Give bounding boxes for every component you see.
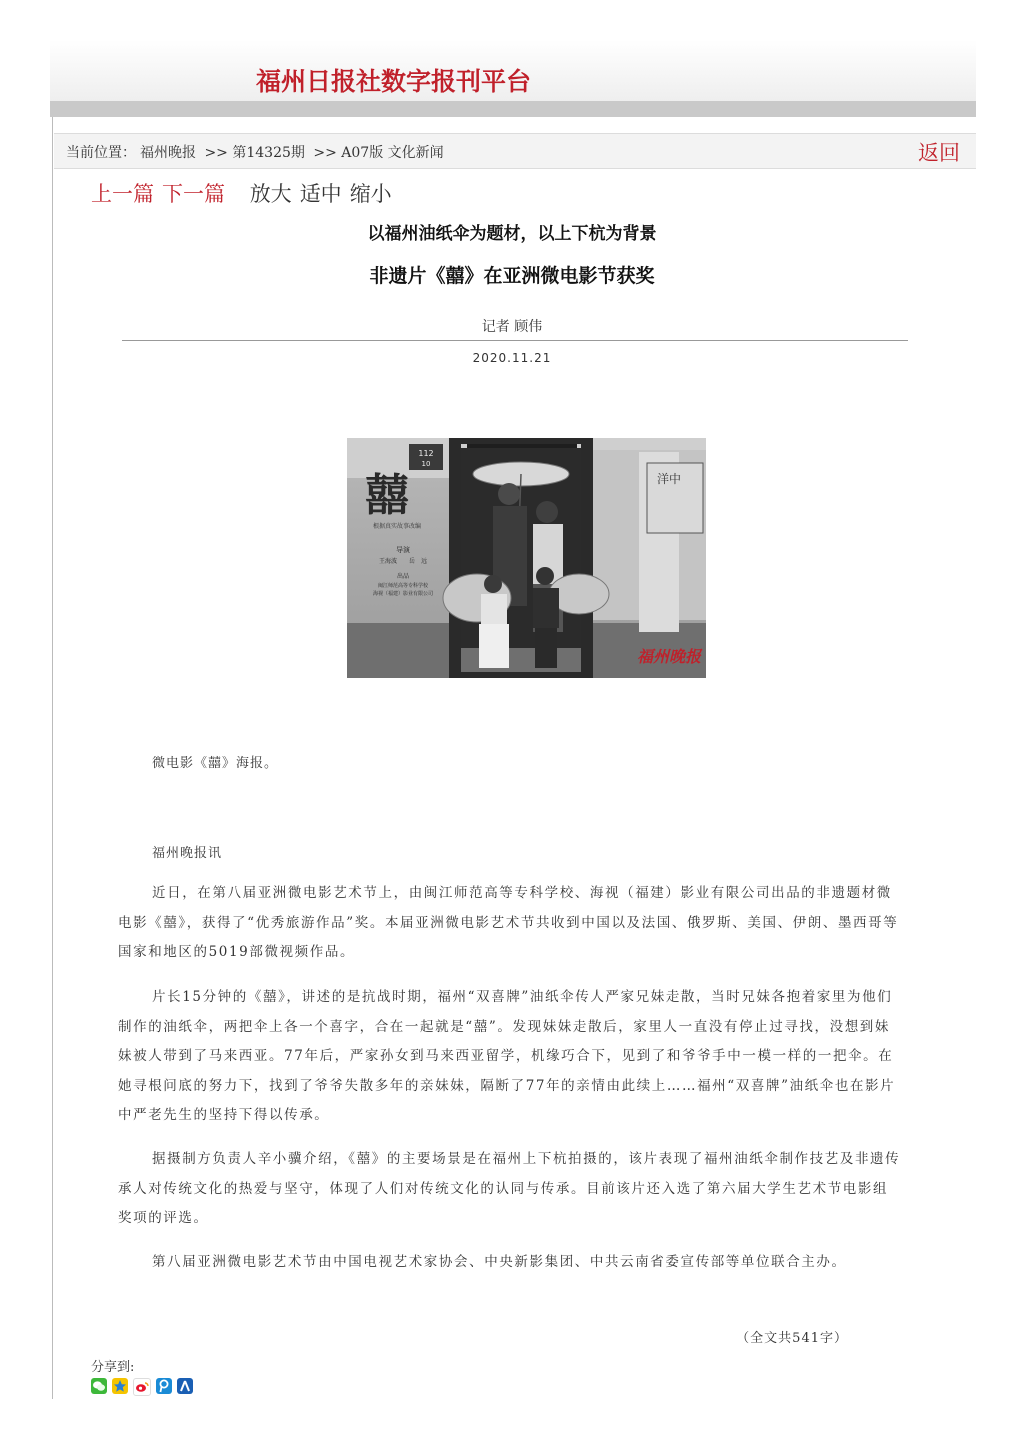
word-count: （全文共541字）: [736, 1331, 848, 1346]
article-paragraph-3: 据摄制方负责人辛小骥介绍，《囍》的主要场景是在福州上下杭拍摄的，该片表现了福州油纸伞制作技艺及非遗传承人对传统文化的热爱与坚守，体现了人们对传统文化的认同与传承。目前该片还入选了第六届大学生艺术节电影组奖项的评选。: [118, 1151, 901, 1226]
site-title: 福州日报社数字报刊平台: [256, 67, 532, 96]
article-subtitle: 以福州油纸伞为题材，以上下杭为背景: [367, 224, 657, 244]
share-icons: [91, 1378, 193, 1396]
share-label: 分享到:: [91, 1360, 135, 1375]
renren-icon[interactable]: [177, 1378, 193, 1394]
poster-producer-line2: 海视（福建）影业有限公司: [372, 591, 434, 597]
tencent-weibo-icon[interactable]: [156, 1378, 172, 1394]
title-divider: [122, 340, 908, 341]
article-paragraph-4: 第八届亚洲微电影艺术节由中国电视艺术家协会、中央新影集团、中共云南省委宣传部等单位联合主办。: [152, 1254, 847, 1270]
poster-producer-line1: 闽江师范高等专科学校: [377, 583, 429, 589]
house-plate-bottom: 10: [421, 460, 431, 468]
zoom-fit-button[interactable]: 适中: [299, 182, 342, 206]
header-divider: [50, 101, 976, 117]
article-paragraph-2: 片长15分钟的《囍》，讲述的是抗战时期，福州“双喜牌”油纸伞传人严家兄妹走散，当时兄妹各抱着家里为他们制作的油纸伞，两把伞上各一个喜字，合在一起就是“囍”。发现妹妹走散后，家里人一直没有停止过寻找，没想到妹妹被人带到了马来西亚。77年后，严家孙女到马来西亚留学，机缘巧合下，见到了和爷爷手中一模一样的一把伞。在她寻根问底的努力下，找到了爷爷失散多年的亲妹妹，隔断了77年的亲情由此续上……福州“双喜牌”油纸伞也在影片中严老先生的坚持下得以传承。: [118, 989, 896, 1123]
article-toolbar: [91, 178, 400, 208]
poster-photo: [347, 438, 706, 678]
zoom-in-button[interactable]: 放大: [249, 182, 292, 206]
prev-article-link[interactable]: 上一篇: [91, 182, 154, 206]
back-link[interactable]: 返回: [918, 141, 960, 165]
poster-title-char: 囍: [365, 470, 409, 521]
zoom-out-button[interactable]: 缩小: [349, 182, 392, 206]
poster-producer-label: 出品: [396, 573, 410, 580]
poster-illustration: [347, 438, 706, 678]
breadcrumb: [54, 133, 976, 169]
article-headline: 非遗片《囍》在亚洲微电影节获奖: [369, 265, 655, 287]
left-border: [52, 117, 53, 1399]
breadcrumb-issue[interactable]: >> 第14325期: [204, 145, 305, 161]
newspaper-watermark: 福州晚报: [636, 647, 702, 666]
breadcrumb-page[interactable]: >> A07版 文化新闻: [313, 145, 444, 161]
article-author: 记者 顾伟: [481, 319, 543, 335]
house-plate-top: 112: [418, 449, 434, 458]
weibo-icon[interactable]: [133, 1378, 151, 1396]
site-header: [50, 40, 976, 102]
breadcrumb-prefix: 当前位置：: [66, 145, 136, 161]
next-article-link[interactable]: 下一篇: [162, 182, 225, 206]
breadcrumb-paper[interactable]: 福州晚报: [140, 145, 196, 161]
poster-tagline: 根据真实故事改编: [372, 523, 422, 530]
wechat-icon[interactable]: [91, 1378, 107, 1394]
qzone-icon[interactable]: [112, 1378, 128, 1394]
poster-director-label: 导演: [396, 546, 410, 554]
article-paragraph-1: 近日，在第八届亚洲微电影艺术节上，由闽江师范高等专科学校、海视（福建）影业有限公司出品的非遗题材微电影《囍》，获得了“优秀旅游作品”奖。本届亚洲微电影艺术节共收到中国以及法国、俄罗斯、美国、伊朗、墨西哥等国家和地区的5019部微视频作品。: [118, 885, 899, 960]
article-dateline: 福州晚报讯: [152, 846, 223, 861]
article-date: 2020.11.21: [472, 351, 552, 365]
poster-directors: 王海波 岳 远: [378, 558, 428, 565]
wall-sign: 洋中: [657, 472, 682, 486]
photo-caption: 微电影《囍》海报。: [152, 756, 279, 771]
